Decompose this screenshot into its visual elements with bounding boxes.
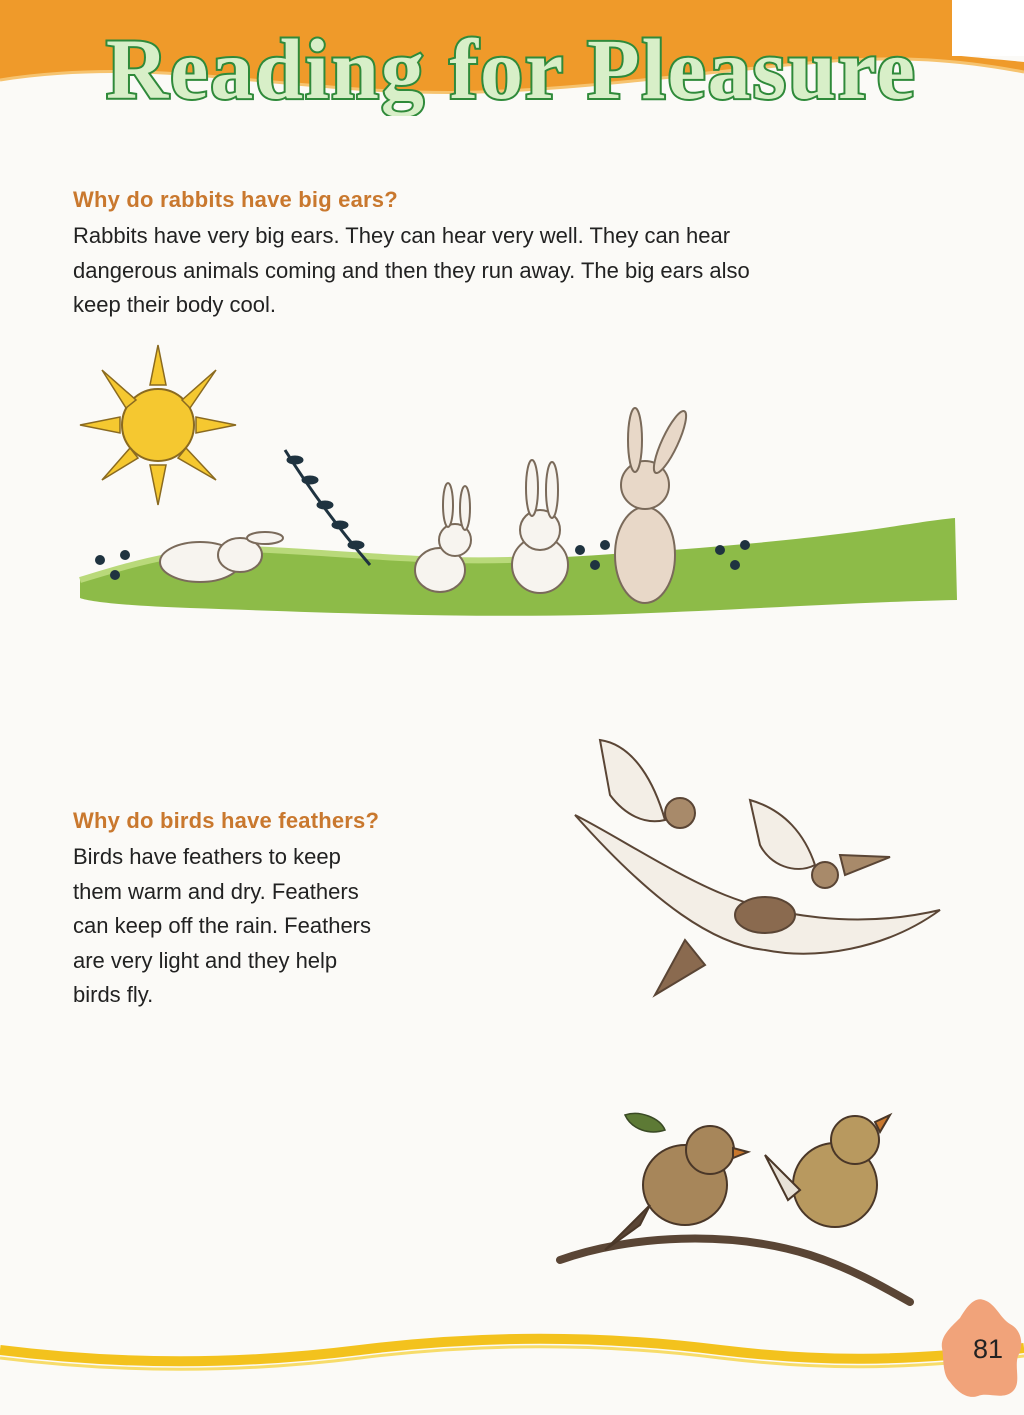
rabbit-sitting-icon bbox=[512, 460, 568, 593]
text-line: dangerous animals coming and then they run away. The big ears also bbox=[73, 257, 750, 283]
sun-icon bbox=[80, 345, 236, 505]
rabbits-illustration bbox=[70, 340, 960, 640]
bird-icon bbox=[765, 1115, 890, 1227]
question-rabbits: Why do rabbits have big ears? bbox=[73, 187, 398, 212]
leaf-icon bbox=[625, 1113, 665, 1131]
text-line: keep their body cool. bbox=[73, 292, 277, 317]
text-line: can keep off the rain. Feathers bbox=[73, 913, 371, 938]
question-birds: Why do birds have feathers? bbox=[73, 808, 380, 833]
answer-rabbits bbox=[73, 219, 953, 323]
text-line: birds fly. bbox=[73, 982, 154, 1007]
text-line: Birds have feathers to keep bbox=[73, 844, 341, 869]
bird-icon bbox=[605, 1126, 748, 1250]
bird-icon bbox=[575, 815, 940, 995]
answer-birds bbox=[73, 840, 523, 1013]
plant-icon bbox=[285, 450, 370, 565]
bird-icon bbox=[750, 800, 890, 888]
text-line: Rabbits have very big ears. They can hear very well. They can hear bbox=[73, 223, 731, 248]
page-title-text: Reading for Pleasure bbox=[106, 21, 917, 116]
bird-icon bbox=[600, 740, 695, 828]
rabbit-sitting-icon bbox=[415, 483, 471, 592]
text-line: them warm and dry. Feathers bbox=[73, 878, 359, 904]
page-title bbox=[96, 6, 956, 116]
perched-birds-illustration bbox=[550, 1040, 930, 1320]
flying-birds-illustration bbox=[555, 725, 955, 1045]
page-number: 81 bbox=[972, 1334, 1004, 1364]
text-line: are very light and they help bbox=[73, 947, 338, 973]
footer-wave bbox=[0, 1320, 1024, 1380]
